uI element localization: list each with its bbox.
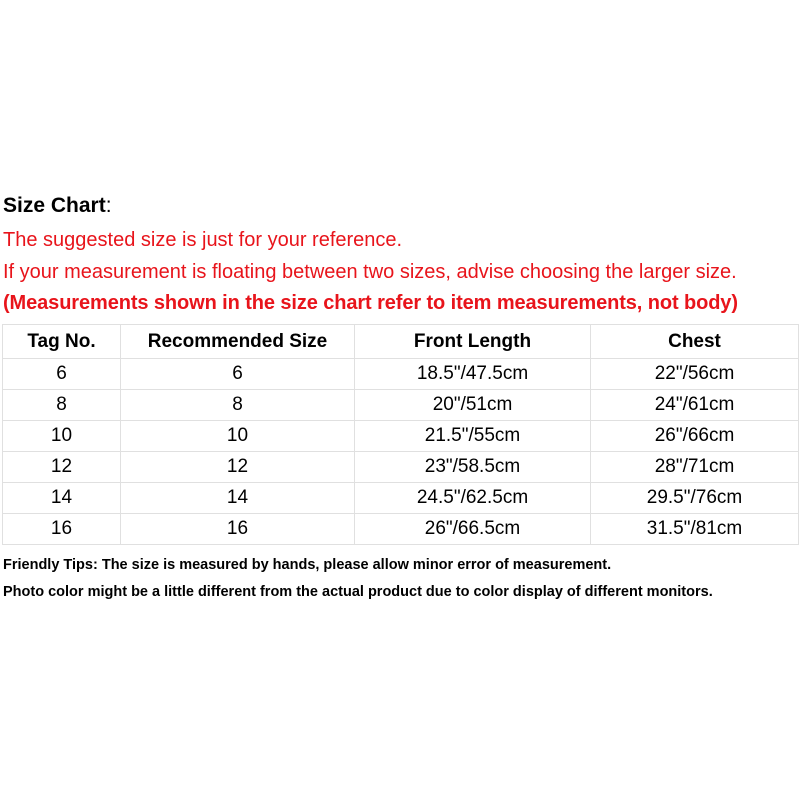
cell-front-length: 20"/51cm xyxy=(355,390,591,421)
cell-chest: 24"/61cm xyxy=(591,390,799,421)
cell-chest: 28"/71cm xyxy=(591,452,799,483)
cell-front-length: 24.5"/62.5cm xyxy=(355,483,591,514)
cell-chest: 31.5"/81cm xyxy=(591,514,799,545)
friendly-tip: Friendly Tips: The size is measured by hands, please allow minor error of measurement. xyxy=(3,557,612,573)
cell-recommended-size: 6 xyxy=(121,359,355,390)
cell-recommended-size: 16 xyxy=(121,514,355,545)
cell-recommended-size: 14 xyxy=(121,483,355,514)
size-chart-heading xyxy=(3,194,112,218)
cell-chest: 29.5"/76cm xyxy=(591,483,799,514)
header-front-length: Front Length xyxy=(355,325,591,359)
header-tag-no: Tag No. xyxy=(3,325,121,359)
cell-tag-no: 8 xyxy=(3,390,121,421)
table-row xyxy=(3,359,799,390)
note-between-sizes: If your measurement is floating between two sizes, advise choosing the larger size. xyxy=(3,261,737,283)
size-chart-title: Size Chart xyxy=(3,194,106,217)
header-chest: Chest xyxy=(591,325,799,359)
note-item-measurements: (Measurements shown in the size chart refer to item measurements, not body) xyxy=(3,292,738,314)
cell-recommended-size: 12 xyxy=(121,452,355,483)
cell-front-length: 23"/58.5cm xyxy=(355,452,591,483)
cell-tag-no: 6 xyxy=(3,359,121,390)
table-row xyxy=(3,452,799,483)
cell-recommended-size: 10 xyxy=(121,421,355,452)
cell-front-length: 21.5"/55cm xyxy=(355,421,591,452)
cell-recommended-size: 8 xyxy=(121,390,355,421)
table-row xyxy=(3,390,799,421)
header-recommended-size: Recommended Size xyxy=(121,325,355,359)
size-chart-colon: : xyxy=(105,194,112,217)
cell-chest: 26"/66cm xyxy=(591,421,799,452)
cell-chest: 22"/56cm xyxy=(591,359,799,390)
cell-tag-no: 10 xyxy=(3,421,121,452)
table-row xyxy=(3,514,799,545)
cell-tag-no: 12 xyxy=(3,452,121,483)
table-row xyxy=(3,483,799,514)
note-reference: The suggested size is just for your reference. xyxy=(3,229,403,251)
table-header-row xyxy=(3,325,799,359)
cell-front-length: 18.5"/47.5cm xyxy=(355,359,591,390)
size-table xyxy=(2,324,799,545)
photo-color-tip: Photo color might be a little different from the actual product due to color display of different monitors. xyxy=(3,584,713,600)
cell-front-length: 26"/66.5cm xyxy=(355,514,591,545)
cell-tag-no: 16 xyxy=(3,514,121,545)
table-row xyxy=(3,421,799,452)
cell-tag-no: 14 xyxy=(3,483,121,514)
